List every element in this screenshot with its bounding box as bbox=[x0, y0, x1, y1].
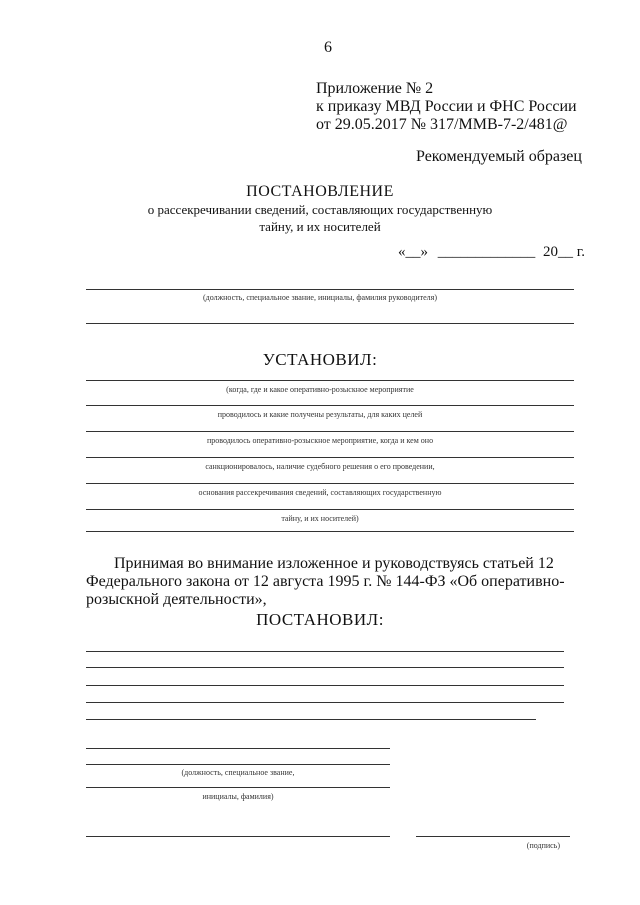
signature-name-line bbox=[86, 787, 390, 788]
paragraph-line-3: розыскной деятельности», bbox=[86, 591, 267, 608]
recommended-sample: Рекомендуемый образец bbox=[416, 148, 582, 165]
established-caption-1: (когда, где и какое оперативно-розыскное мероприятие bbox=[226, 385, 414, 394]
signature-date-line bbox=[86, 836, 390, 837]
decision-line-5 bbox=[86, 719, 536, 720]
signature-name-caption: инициалы, фамилия) bbox=[202, 792, 274, 801]
signature-position-line-2 bbox=[86, 764, 390, 765]
established-line-3 bbox=[86, 431, 574, 432]
document-title: ПОСТАНОВЛЕНИЕ bbox=[246, 183, 394, 200]
established-caption-6: тайну, и их носителей) bbox=[281, 514, 359, 523]
page-number: 6 bbox=[324, 39, 332, 56]
date-day: «__» bbox=[398, 244, 428, 260]
established-caption-3: проводилось оперативно-розыскное мероприятие, когда и кем оно bbox=[206, 436, 434, 445]
signature-position-caption: (должность, специальное звание, bbox=[181, 768, 295, 777]
established-caption-2: проводилось и какие получены результаты, для каких целей bbox=[217, 410, 423, 419]
decision-line-4 bbox=[86, 702, 564, 703]
appendix-line-3: от 29.05.2017 № 317/ММВ-7-2/481@ bbox=[316, 116, 568, 133]
established-line-5 bbox=[86, 483, 574, 484]
decided-heading: ПОСТАНОВИЛ: bbox=[256, 610, 384, 629]
appendix-line-2: к приказу МВД России и ФНС России bbox=[316, 98, 577, 115]
official-line-2 bbox=[86, 323, 574, 324]
paragraph-line-1: Принимая во внимание изложенное и руководствуясь статьей 12 bbox=[114, 555, 554, 572]
date-month-blank: _____________ bbox=[437, 244, 536, 260]
date-line bbox=[398, 244, 585, 261]
document-subtitle-2: тайну, и их носителей bbox=[259, 219, 381, 234]
signature-position-line-1 bbox=[86, 748, 390, 749]
appendix-line-1: Приложение № 2 bbox=[316, 80, 434, 97]
established-heading: УСТАНОВИЛ: bbox=[262, 350, 378, 369]
paragraph-line-2: Федерального закона от 12 августа 1995 г. № 144-ФЗ «Об оперативно- bbox=[86, 573, 565, 590]
decision-line-2 bbox=[86, 667, 564, 668]
signature-caption: (подпись) bbox=[526, 841, 560, 850]
established-line-2 bbox=[86, 405, 574, 406]
decision-line-3 bbox=[86, 685, 564, 686]
established-caption-4: санкционировалось, наличие судебного решения о его проведении, bbox=[205, 462, 435, 471]
official-line bbox=[86, 289, 574, 290]
established-line-4 bbox=[86, 457, 574, 458]
established-caption-5: основания рассекречивания сведений, составляющих государственную bbox=[198, 488, 442, 497]
decision-line-1 bbox=[86, 651, 564, 652]
document-subtitle-1: о рассекречивании сведений, составляющих государственную bbox=[147, 202, 493, 217]
official-caption: (должность, специальное звание, инициалы, фамилия руководителя) bbox=[203, 293, 437, 302]
date-year: 20__ г. bbox=[543, 244, 585, 260]
signature-line bbox=[416, 836, 570, 837]
established-line-7 bbox=[86, 531, 574, 532]
established-line-1 bbox=[86, 380, 574, 381]
established-line-6 bbox=[86, 509, 574, 510]
